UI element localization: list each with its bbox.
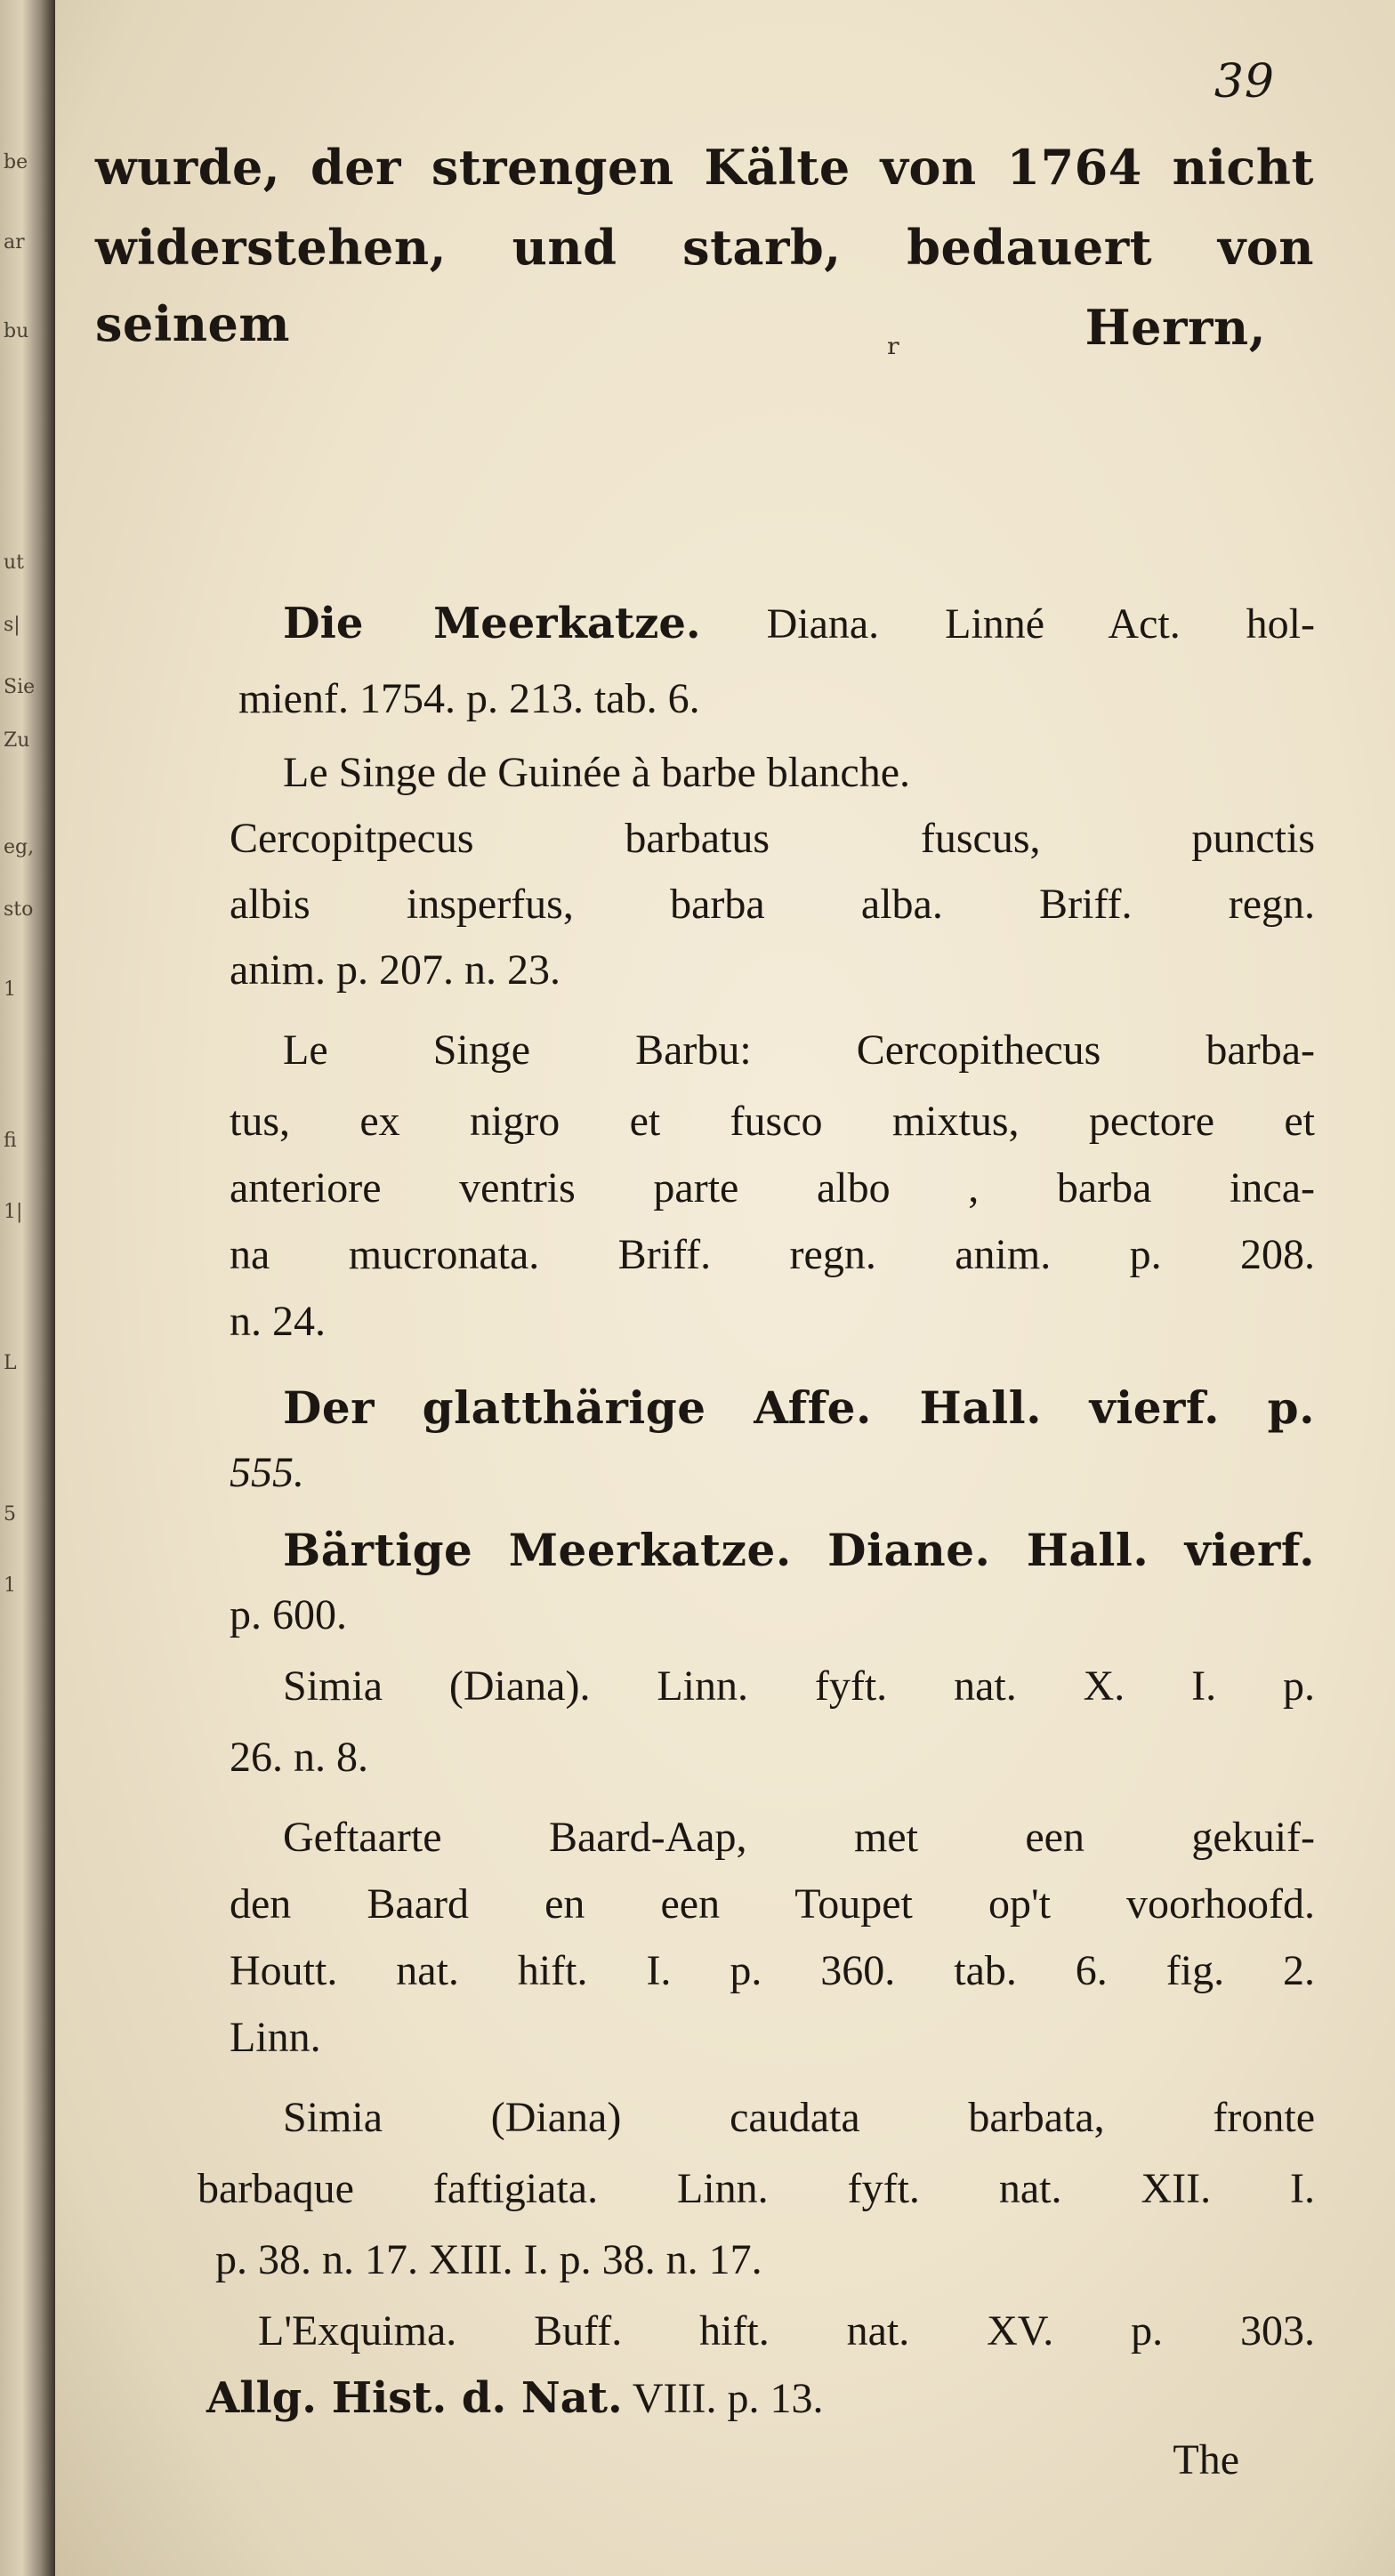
gutter-fragment: sto	[4, 898, 34, 921]
gutter-fragment: fi	[4, 1130, 17, 1152]
entry-line: n. 24.	[230, 1298, 326, 1345]
entry-line	[206, 2371, 824, 2427]
entry-line: p. 600.	[230, 1591, 347, 1638]
fraktur-term: Allg. Hist. d. Nat.	[206, 2373, 623, 2423]
entry-line: Bärtige Meerkatze. Diane. Hall. vierf.	[283, 1524, 1315, 1576]
citation-text: VIII. p. 13.	[622, 2375, 824, 2422]
entry-line: anteriore ventris parte albo , barba inca-	[230, 1164, 1315, 1212]
entry-line: anim. p. 207. n. 23.	[230, 946, 560, 994]
entry-line: Le Singe Barbu: Cercopithecus barba-	[283, 1026, 1315, 1074]
entry-line	[283, 596, 1315, 652]
entry-line: Houtt. nat. hift. I. p. 360. tab. 6. fig. 2.	[230, 1947, 1315, 1994]
heading-line: widerstehen, und starb, bedauert von seinem	[95, 219, 1314, 352]
gutter-fragment: ut	[4, 551, 25, 574]
facing-page-fragments	[0, 0, 36, 2576]
gutter-fragment: s|	[4, 614, 20, 636]
gutter-fragment: Sie	[4, 676, 36, 698]
gutter-fragment: 5	[4, 1503, 16, 1525]
entry-line: Simia (Diana) caudata barbata, fronte	[283, 2094, 1315, 2141]
heading-line: wurde, der strengen Kälte von 1764 nicht	[95, 139, 1314, 196]
entry-line: na mucronata. Briff. regn. anim. p. 208.	[230, 1231, 1315, 1278]
gutter-fragment: be	[4, 151, 28, 173]
entry-line: Simia (Diana). Linn. fyft. nat. X. I. p.	[283, 1662, 1315, 1710]
entry-line: barbaque faftigiata. Linn. fyft. nat. XII. I.	[198, 2165, 1315, 2212]
entry-line: Der glatthärige Affe. Hall. vierf. p.	[283, 1381, 1315, 1434]
gutter-fragment: ar	[4, 231, 25, 254]
citation-text: Diana. Linné Act. hol-	[700, 600, 1315, 648]
fraktur-term: Die Meerkatze.	[283, 599, 701, 648]
facing-page-edge	[0, 0, 55, 2576]
entry-line: den Baard en een Toupet op't voorhoofd.	[230, 1880, 1315, 1928]
entry-line: Linn.	[230, 2014, 321, 2061]
gutter-fragment: 1	[4, 1574, 16, 1597]
gutter-fragment: 1|	[4, 1201, 23, 1223]
gutter-fragment: bu	[4, 320, 29, 342]
entry-line: 26. n. 8.	[230, 1734, 368, 1781]
ink-mark: ʳ	[887, 329, 901, 377]
entry-line: albis insperfus, barba alba. Briff. regn.	[230, 881, 1315, 928]
entry-line: mienf. 1754. p. 213. tab. 6.	[238, 675, 700, 722]
gutter-fragment: 1	[4, 978, 16, 1001]
gutter-fragment: Zu	[4, 729, 30, 752]
gutter-fragment: eg,	[4, 836, 35, 858]
page	[55, 0, 1395, 2576]
entry-line: Cercopitpecus barbatus fuscus, punctis	[230, 815, 1315, 862]
page-number: 39	[1214, 55, 1275, 109]
entry-line: 555.	[230, 1449, 304, 1496]
heading-line: Herrn,	[1085, 299, 1266, 356]
entry-line: Le Singe de Guinée à barbe blanche.	[283, 749, 911, 796]
entry-line: p. 38. n. 17. XIII. I. p. 38. n. 17.	[215, 2236, 762, 2283]
entry-line: L'Exquima. Buff. hift. nat. XV. p. 303.	[258, 2307, 1315, 2355]
entry-line: tus, ex nigro et fusco mixtus, pectore et	[230, 1098, 1315, 1145]
catchword: The	[1173, 2436, 1239, 2483]
entry-line: Geftaarte Baard-Aap, met een gekuif-	[283, 1814, 1315, 1861]
gutter-fragment: L	[4, 1352, 17, 1374]
